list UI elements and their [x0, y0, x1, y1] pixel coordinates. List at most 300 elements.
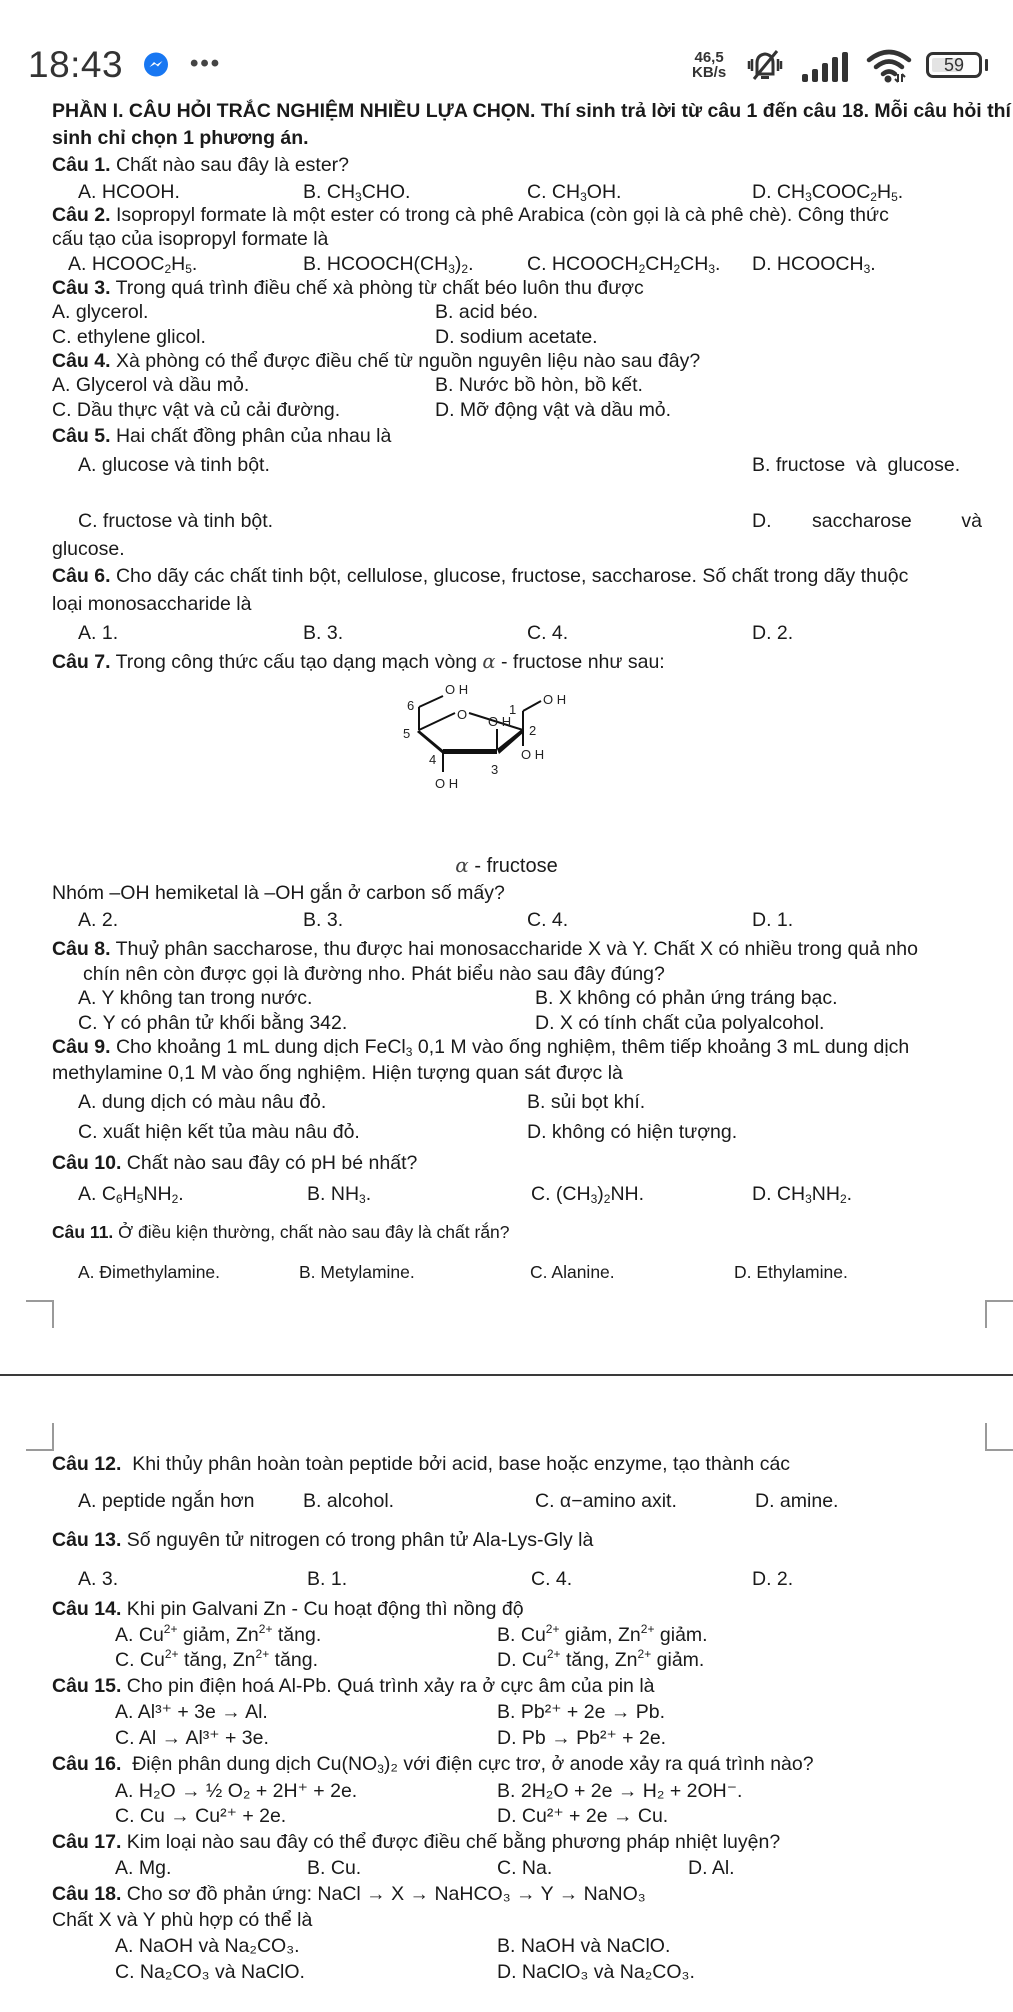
q1-option-b[interactable] — [303, 180, 410, 204]
option-text: Metylamine. — [320, 1262, 415, 1282]
option-text: X có tính chất của polyalcohol. — [559, 1012, 825, 1034]
q7-option-b[interactable] — [303, 908, 343, 932]
option-letter: D. — [755, 1490, 775, 1512]
q8-option-b[interactable] — [535, 986, 838, 1010]
question-label: Câu 5. — [52, 425, 111, 447]
option-text: dung dịch có màu nâu đỏ. — [101, 1091, 327, 1113]
option-letter: A. — [68, 253, 87, 275]
option-text: Cu²⁺ + 2e → Cu. — [521, 1805, 669, 1827]
option-text: 2. — [776, 1568, 794, 1590]
option-text: $HCOOC_2H_5$. — [91, 253, 198, 276]
option-text: glycerol. — [75, 301, 149, 323]
option-text: 1. — [330, 1568, 348, 1590]
q1-option-a[interactable] — [78, 180, 180, 204]
option-letter: A. — [115, 1935, 134, 1957]
q14-option-a[interactable] — [115, 1623, 321, 1647]
q13-option-c[interactable] — [531, 1567, 572, 1591]
carbon-3-label: 3 — [491, 762, 499, 777]
option-letter: A. — [52, 374, 71, 396]
network-speed-unit: KB/s — [692, 64, 727, 81]
question-11 — [52, 1220, 510, 1244]
q11-option-c[interactable] — [530, 1260, 615, 1284]
q10-option-c[interactable] — [531, 1182, 644, 1206]
c4-oh-label: O H — [435, 776, 459, 791]
option-text: NaOH và Na₂CO₃. — [138, 1935, 300, 1957]
q10-option-b[interactable] — [307, 1182, 371, 1206]
carbon-1-label: 1 — [509, 702, 517, 717]
option-text: sodium acetate. — [459, 326, 598, 348]
q2-option-b[interactable] — [303, 252, 473, 276]
question-label: Câu 16. — [52, 1753, 122, 1775]
q12-option-b[interactable] — [303, 1489, 394, 1513]
option-letter: A. — [78, 454, 97, 476]
c3-oh-label: O H — [488, 714, 512, 729]
question-4 — [52, 349, 700, 373]
question-text: Ở điều kiện thường, chất nào sau đây là chất rắn? — [113, 1222, 510, 1242]
q10-option-a[interactable] — [78, 1182, 184, 1206]
option-letter: D. — [752, 181, 772, 203]
c6-oh-label: O H — [445, 682, 469, 697]
superscript: 2+ — [545, 1622, 560, 1636]
q6-option-a[interactable] — [78, 621, 118, 645]
option-text: Ethylamine. — [756, 1262, 848, 1282]
option-text: 4. — [551, 622, 569, 644]
option-text: xuất hiện kết tủa màu nâu đỏ. — [102, 1121, 360, 1143]
q7-option-a[interactable] — [78, 908, 118, 932]
cellular-signal-icon — [802, 52, 850, 82]
q9-option-c[interactable] — [78, 1120, 360, 1144]
option-text: và — [961, 510, 982, 532]
option-letter: B. — [303, 909, 322, 931]
question-label: Câu 13. — [52, 1529, 122, 1551]
alpha-symbol: α — [482, 650, 496, 673]
q18-option-c[interactable] — [115, 1960, 305, 1984]
alpha-fructose-structure-diagram — [395, 682, 605, 842]
option-letter: D. — [752, 253, 772, 275]
option-letter: B. — [303, 253, 322, 275]
question-8-line2: chín nên còn được gọi là đường nho. Phát biểu nào sau đây đúng? — [83, 963, 665, 985]
option-letter: C. — [115, 1727, 135, 1749]
q7-option-c[interactable] — [527, 908, 568, 932]
question-3 — [52, 276, 644, 300]
option-letter: D. — [497, 1961, 517, 1983]
option-text: ethylene glicol. — [76, 326, 206, 348]
option-letter: B. — [303, 1490, 322, 1512]
option-letter: A. — [52, 301, 71, 323]
option-letter: C. — [115, 1649, 135, 1671]
option-letter: D. — [752, 909, 772, 931]
question-text: Kim loại nào sau đây có thể được điều chế bằng phương pháp nhiệt luyện? — [121, 1831, 781, 1853]
q5-option-d[interactable] — [752, 509, 982, 533]
option-letter: C. — [52, 326, 72, 348]
option-text: $HCOOCH_3$. — [776, 253, 876, 276]
option-letter: B. — [497, 1701, 516, 1723]
option-text: tăng. — [274, 1649, 319, 1671]
question-label: Câu 9. — [52, 1036, 111, 1058]
question-9 — [52, 1035, 909, 1059]
option-text: tăng. — [277, 1624, 322, 1646]
option-letter: C. — [531, 1568, 551, 1590]
q11-option-b[interactable] — [299, 1260, 415, 1284]
q12-option-c[interactable] — [535, 1489, 677, 1513]
question-17 — [52, 1830, 780, 1854]
question-text: Xà phòng có thể được điều chế từ nguồn nguyên liệu nào sau đây? — [110, 350, 701, 372]
q9-option-b[interactable] — [527, 1090, 645, 1114]
carbon-6-label: 6 — [407, 698, 415, 713]
question-18 — [52, 1882, 646, 1906]
q12-option-d[interactable] — [755, 1489, 838, 1513]
page-corner-marker — [26, 1423, 54, 1451]
q8-option-a[interactable] — [78, 986, 312, 1010]
question-12 — [52, 1452, 790, 1476]
page-corner-marker — [26, 1300, 54, 1328]
q17-option-c[interactable] — [497, 1856, 552, 1880]
ion: Zn — [236, 1624, 259, 1646]
question-2 — [52, 203, 889, 227]
option-text: OH. — [586, 181, 622, 203]
q16-option-a[interactable] — [115, 1779, 357, 1803]
superscript: 2+ — [640, 1622, 655, 1636]
carbon-5-label: 5 — [403, 726, 411, 741]
question-text: Cho khoảng 1 mL dung dịch FeCl — [110, 1036, 406, 1058]
option-letter: D. — [688, 1857, 708, 1879]
question-10 — [52, 1151, 417, 1175]
ion: Cu — [138, 1624, 164, 1646]
option-letter: D. — [734, 1262, 752, 1282]
question-1 — [52, 153, 349, 177]
option-letter: D. — [752, 1183, 772, 1205]
option-letter: A. — [115, 1780, 134, 1802]
q4-option-d[interactable] — [435, 398, 671, 422]
option-letter: C. — [78, 1012, 98, 1034]
c1-oh-label: O H — [543, 692, 567, 707]
option-text: 3. — [326, 622, 344, 644]
option-text: giảm. — [659, 1624, 708, 1646]
network-speed-value: 46,5 — [694, 49, 724, 66]
q1-option-c[interactable] — [527, 180, 621, 204]
question-text: Thuỷ phân saccharose, thu được hai monosaccharide X và Y. Chất X có nhiều trong quả nho — [110, 938, 918, 960]
question-label: Câu 2. — [52, 204, 111, 226]
q2-option-a[interactable] — [68, 252, 197, 276]
q15-option-b[interactable] — [497, 1700, 665, 1724]
q15-option-c[interactable] — [115, 1726, 269, 1750]
bell-muted-icon — [745, 47, 785, 83]
option-text: α−amino axit. — [559, 1490, 677, 1512]
option-text: Pb → Pb²⁺ + 2e. — [521, 1727, 667, 1749]
superscript: 2+ — [164, 1647, 179, 1661]
question-text: Isopropyl formate là một ester có trong cà phê Arabica (còn gọi là cà phê chè). Công thức — [110, 204, 889, 226]
question-label: Câu 15. — [52, 1675, 122, 1697]
q12-option-a[interactable] — [78, 1489, 255, 1513]
q16-option-c[interactable] — [115, 1804, 286, 1828]
option-letter: D. — [752, 622, 772, 644]
option-text: Al³⁺ + 3e → Al. — [137, 1701, 268, 1723]
option-letter: C. — [52, 399, 72, 421]
q9-option-d[interactable] — [527, 1120, 737, 1144]
q5-option-b[interactable] — [752, 453, 960, 477]
q1-option-d[interactable] — [752, 180, 903, 204]
question-text: Cho sơ đồ phản ứng: NaCl → X → NaHCO₃ → Y → NaNO₃ — [121, 1883, 646, 1905]
carbon-4-label: 4 — [429, 752, 437, 767]
q13-option-d[interactable] — [752, 1567, 793, 1591]
question-label: Câu 17. — [52, 1831, 122, 1853]
option-letter: D. — [497, 1805, 517, 1827]
option-text: NaClO₃ và Na₂CO₃. — [521, 1961, 695, 1983]
option-letter: C. — [115, 1961, 135, 1983]
question-label: Câu 7. — [52, 651, 111, 673]
battery-level: 59 — [943, 55, 965, 75]
option-letter: A. — [78, 987, 97, 1009]
question-label: Câu 10. — [52, 1152, 122, 1174]
q18-option-b[interactable] — [497, 1934, 670, 1958]
question-text: Chất nào sau đây là ester? — [110, 154, 350, 176]
q5-option-c[interactable] — [78, 509, 273, 533]
question-16 — [52, 1752, 814, 1776]
q3-option-c[interactable] — [52, 325, 206, 349]
question-label: Câu 4. — [52, 350, 111, 372]
question-text: Cho dãy các chất tinh bột, cellulose, glucose, fructose, saccharose. Số chất trong dãy thuộc — [110, 565, 909, 587]
q17-option-b[interactable] — [307, 1856, 361, 1880]
q4-option-b[interactable] — [435, 373, 643, 397]
q17-option-d[interactable] — [688, 1856, 735, 1880]
option-text: sủi bọt khí. — [550, 1091, 646, 1113]
option-letter: B. — [497, 1624, 516, 1646]
option-letter: C. — [530, 1262, 548, 1282]
question-15 — [52, 1674, 655, 1698]
option-letter: A. — [78, 1091, 97, 1113]
option-letter: B. — [752, 454, 771, 476]
option-text: alcohol. — [326, 1490, 395, 1512]
option-text: $HCOOCH_2CH_2CH_3$. — [551, 253, 721, 276]
option-text: acid béo. — [458, 301, 539, 323]
subscript: 3 — [580, 190, 587, 204]
question-8 — [52, 937, 918, 961]
option-letter: B. — [497, 1780, 516, 1802]
q15-option-a[interactable] — [115, 1700, 268, 1724]
option-letter: D. — [435, 326, 455, 348]
q16-option-d[interactable] — [497, 1804, 668, 1828]
messenger-icon — [143, 52, 169, 78]
q2-option-c[interactable] — [527, 252, 720, 276]
subscript: 3 — [377, 1762, 384, 1776]
superscript: 2+ — [637, 1647, 652, 1661]
option-text: X không có phản ứng tráng bạc. — [558, 987, 838, 1009]
option-text: $NH_3$. — [330, 1183, 372, 1206]
q8-option-d[interactable] — [535, 1011, 824, 1035]
option-text: Mỡ động vật và dầu mỏ. — [459, 399, 672, 421]
option-text: $(CH_3)_2NH$. — [555, 1183, 645, 1206]
q14-option-d[interactable] — [497, 1648, 704, 1672]
option-text: giảm, — [182, 1624, 237, 1646]
option-text: $CH_3NH_2$. — [776, 1183, 853, 1206]
option-text: Na. — [521, 1857, 553, 1879]
question-text: Điện phân dung dịch Cu(NO — [121, 1753, 378, 1775]
question-label: Câu 18. — [52, 1883, 122, 1905]
option-text: H₂O → ½ O₂ + 2H⁺ + 2e. — [138, 1780, 358, 1802]
question-label: Câu 14. — [52, 1598, 122, 1620]
option-letter: B. — [497, 1935, 516, 1957]
ion: Zn — [614, 1649, 638, 1671]
option-text: tăng, — [183, 1649, 233, 1671]
option-letter: A. — [78, 909, 97, 931]
option-letter: A. — [115, 1857, 134, 1879]
option-text: fructose và tinh bột. — [102, 510, 274, 532]
option-letter: D. — [535, 1012, 555, 1034]
option-text: 1. — [101, 622, 119, 644]
option-letter: C. — [527, 181, 547, 203]
q6-option-b[interactable] — [303, 621, 343, 645]
option-letter: B. — [435, 301, 454, 323]
question-label: Câu 6. — [52, 565, 111, 587]
option-text: tăng, — [565, 1649, 615, 1671]
status-bar — [0, 0, 1013, 110]
q14-option-c[interactable] — [115, 1648, 318, 1672]
subscript: 3 — [405, 1045, 413, 1059]
option-letter: B. — [307, 1857, 326, 1879]
option-text: Na₂CO₃ và NaClO. — [139, 1961, 305, 1983]
option-text: Pb²⁺ + 2e → Pb. — [520, 1701, 666, 1723]
option-letter: A. — [115, 1701, 134, 1723]
q7-option-d[interactable] — [752, 908, 793, 932]
section-heading — [52, 99, 1011, 123]
q9-option-a[interactable] — [78, 1090, 326, 1114]
q15-option-d[interactable] — [497, 1726, 666, 1750]
option-text: Al. — [711, 1857, 735, 1879]
option-text: amine. — [779, 1490, 839, 1512]
option-letter: A. — [78, 1262, 95, 1282]
status-time: 18:43 — [28, 44, 124, 85]
option-letter: C. — [535, 1490, 555, 1512]
q4-option-a[interactable] — [52, 373, 249, 397]
option-letter: C. — [527, 909, 547, 931]
option-letter: B. — [303, 622, 322, 644]
question-text: Trong công thức cấu tạo dạng mạch vòng — [110, 651, 483, 673]
superscript: 2+ — [546, 1647, 561, 1661]
question-18-line2: Chất X và Y phù hợp có thể là — [52, 1909, 313, 1931]
option-text: $C_6H_5NH_2$. — [101, 1183, 184, 1206]
q5-option-a[interactable] — [78, 453, 270, 477]
option-letter: A. — [115, 1624, 134, 1646]
option-letter: D. — [435, 399, 455, 421]
page-corner-marker — [985, 1423, 1013, 1451]
option-text: Glycerol và dầu mỏ. — [75, 374, 250, 396]
q5-option-d-wrap: glucose. — [52, 538, 125, 560]
q6-option-d[interactable] — [752, 621, 793, 645]
option-letter: C. — [497, 1857, 517, 1879]
question-label: Câu 8. — [52, 938, 111, 960]
q18-option-d[interactable] — [497, 1960, 695, 1984]
option-text: $HCOOCH(CH_3)_2$. — [326, 253, 474, 276]
q18-option-a[interactable] — [115, 1934, 300, 1958]
option-letter: D. — [527, 1121, 547, 1143]
option-text: 3. — [101, 1568, 119, 1590]
option-text: giảm. — [656, 1649, 705, 1671]
option-text: 2H₂O + 2e → H₂ + 2OH⁻. — [520, 1780, 743, 1802]
q14-option-b[interactable] — [497, 1623, 708, 1647]
q10-option-d[interactable] — [752, 1182, 852, 1206]
q6-option-c[interactable] — [527, 621, 568, 645]
question-text: Hai chất đồng phân của nhau là — [110, 425, 392, 447]
option-letter: B. — [535, 987, 554, 1009]
option-letter: C. — [78, 1121, 98, 1143]
option-letter: B. — [527, 1091, 546, 1113]
question-6 — [52, 564, 908, 588]
ion: Cu — [520, 1624, 546, 1646]
q3-option-b[interactable] — [435, 300, 538, 324]
option-text: Y không tan trong nước. — [101, 987, 313, 1009]
question-text: 0,1 M vào ống nghiệm, thêm tiếp khoảng 3 mL dung dịch — [412, 1036, 910, 1058]
wifi-icon — [866, 48, 912, 84]
battery-indicator — [926, 52, 982, 78]
option-text: 2. — [776, 622, 794, 644]
option-text: Nước bồ hòn, bồ kết. — [458, 374, 643, 396]
option-letter: C. — [531, 1183, 551, 1205]
question-text: Khi pin Galvani Zn - Cu hoạt động thì nồng độ — [121, 1598, 524, 1620]
option-text: CH — [551, 181, 581, 203]
network-speed — [692, 50, 726, 80]
q13-option-a[interactable] — [78, 1567, 118, 1591]
c2-oh-label: O H — [521, 747, 545, 762]
option-letter: B. — [307, 1183, 326, 1205]
alpha-symbol: α — [455, 853, 469, 877]
option-text: Alanine. — [551, 1262, 615, 1282]
option-text: 1. — [776, 909, 794, 931]
option-text: NaOH và NaClO. — [520, 1935, 671, 1957]
option-text: peptide ngắn hơn — [101, 1490, 255, 1512]
option-text: Y có phân tử khối bằng 342. — [102, 1012, 348, 1034]
q11-option-d[interactable] — [734, 1260, 848, 1284]
option-text: 4. — [551, 909, 569, 931]
option-text: CH — [326, 181, 356, 203]
option-letter: A. — [78, 181, 97, 203]
question-text: Khi thủy phân hoàn toàn peptide bởi acid, base hoặc enzyme, tạo thành các — [121, 1453, 791, 1475]
option-letter: A. — [78, 622, 97, 644]
section-heading-line1: PHẦN I. CÂU HỎI TRẮC NGHIỆM NHIỀU LỰA CHỌN. Thí sinh trả lời từ câu 1 đến câu 18. Mỗi câu hỏi thí — [52, 100, 1011, 122]
option-text: Cu. — [330, 1857, 362, 1879]
ion: Cu — [521, 1649, 547, 1671]
option-text: Al → Al³⁺ + 3e. — [138, 1727, 269, 1749]
option-letter: A. — [78, 1568, 97, 1590]
option-text: Mg. — [138, 1857, 172, 1879]
superscript: 2+ — [255, 1647, 270, 1661]
q13-option-b[interactable] — [307, 1567, 347, 1591]
option-letter: B. — [435, 374, 454, 396]
option-text: 2. — [101, 909, 119, 931]
question-text: Số nguyên tử nitrogen có trong phân tử Ala-Lys-Gly là — [121, 1529, 594, 1551]
question-text: - fructose như sau: — [495, 651, 665, 673]
option-text: Dầu thực vật và củ cải đường. — [76, 399, 341, 421]
question-6-line2: loại monosaccharide là — [52, 593, 252, 615]
superscript: 2+ — [163, 1622, 178, 1636]
option-letter: C. — [115, 1805, 135, 1827]
subscript: 3 — [355, 190, 362, 204]
ion: Cu — [139, 1649, 165, 1671]
q4-option-c[interactable] — [52, 398, 340, 422]
option-letter: B. — [307, 1568, 326, 1590]
q11-option-a[interactable] — [78, 1260, 220, 1284]
option-text: Cu → Cu²⁺ + 2e. — [139, 1805, 287, 1827]
q2-option-d[interactable] — [752, 252, 876, 276]
q3-option-a[interactable] — [52, 300, 148, 324]
superscript: 2+ — [258, 1622, 273, 1636]
q16-option-b[interactable] — [497, 1779, 742, 1803]
carbon-2-label: 2 — [529, 723, 537, 738]
option-letter: C. — [78, 510, 98, 532]
q17-option-a[interactable] — [115, 1856, 171, 1880]
q8-option-c[interactable] — [78, 1011, 347, 1035]
option-letter: A. — [78, 1183, 97, 1205]
q3-option-d[interactable] — [435, 325, 598, 349]
